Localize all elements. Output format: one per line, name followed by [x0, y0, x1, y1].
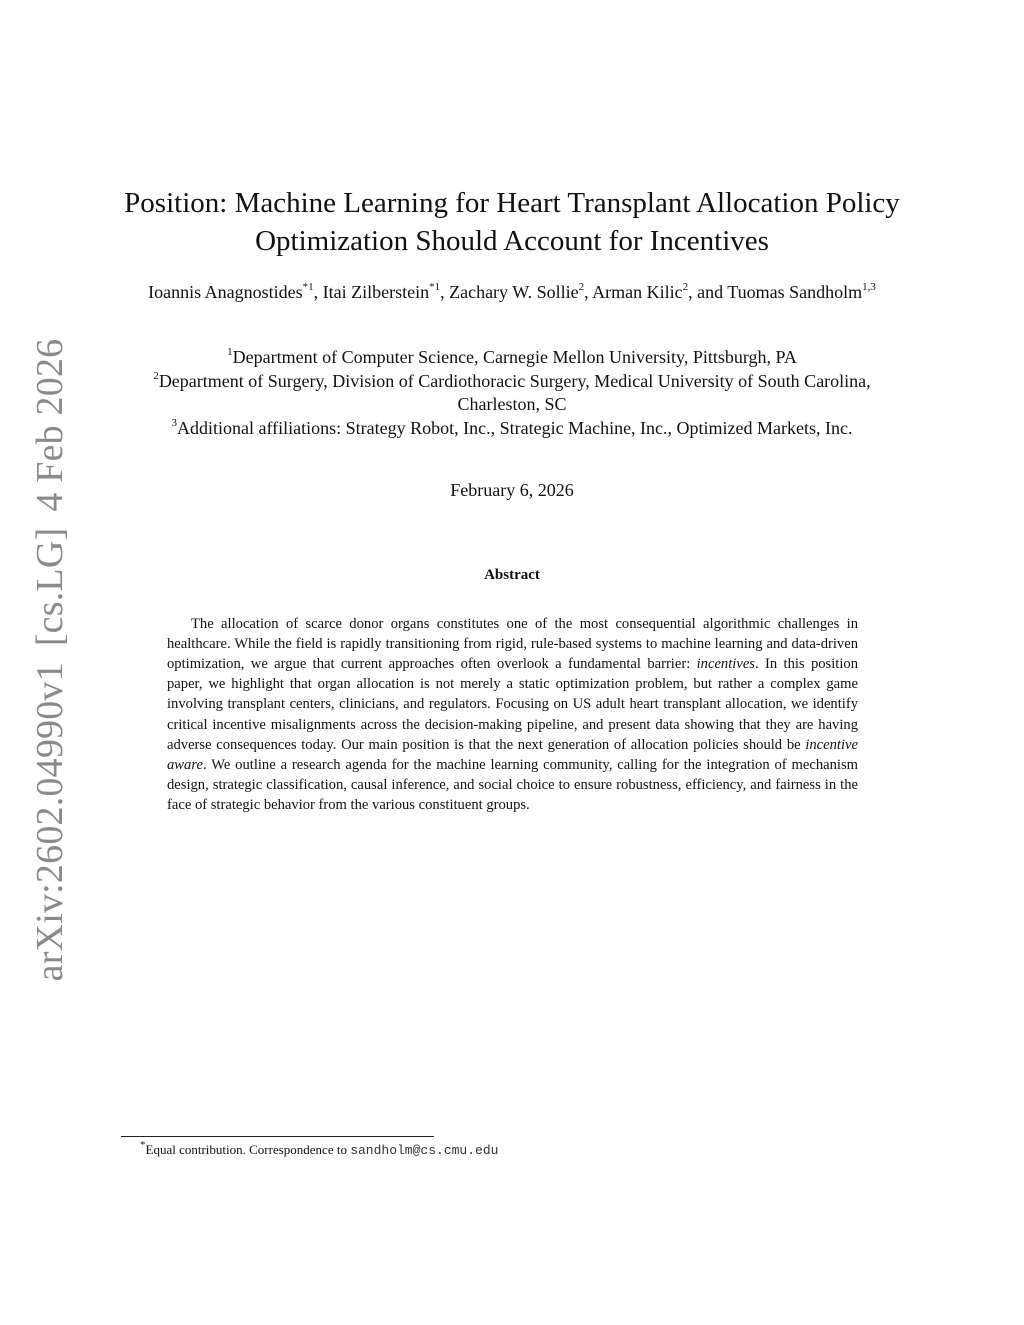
affiliation-list: [110, 346, 914, 440]
affiliation-text: Department of Surgery, Division of Cardiothoracic Surgery, Medical University of South Carolina, Charleston, SC: [158, 370, 871, 414]
author-name: Ioannis Anagnostides: [148, 282, 303, 302]
arxiv-id: arXiv:2602.04990v1: [29, 662, 71, 982]
footnote-divider: [121, 1136, 434, 1137]
abstract-body: [167, 614, 858, 816]
affiliation-number: 3: [171, 416, 177, 429]
author-name: Zachary W. Sollie: [449, 282, 579, 302]
footnote-text: Equal contribution. Correspondence to: [145, 1142, 351, 1157]
abstract-text: The allocation of scarce donor organs constitutes one of the most consequential algorithmic challenges in healthcare. While the field is rapidly transitioning from rigid, rule-based systems to machine learning and data-driven optimization, we argue that current approaches often overlook a fundamental barrier:: [167, 615, 858, 672]
author-marks: 2: [682, 281, 689, 293]
affiliation-number: 1: [227, 346, 233, 358]
author-list: [130, 281, 894, 303]
paper-date: February 6, 2026: [450, 480, 574, 500]
arxiv-stamp: [28, 339, 72, 982]
abstract-text: . We outline a research agenda for the machine learning community, calling for the integration of mechanism design, strategic classification, causal inference, and social choice to ensure robustness, efficiency, and fairness in the face of strategic behavior from the various constituent groups.: [167, 757, 858, 814]
affiliation-item: [110, 417, 914, 441]
arxiv-category: [cs.LG]: [29, 527, 71, 647]
author-separator: ,: [584, 282, 593, 302]
affiliation-number: 2: [153, 369, 159, 382]
affiliation-text: Additional affiliations: Strategy Robot, Inc., Strategic Machine, Inc., Optimized Markets, Inc.: [176, 417, 853, 438]
affiliation-item: [110, 370, 914, 417]
affiliation-item: [110, 346, 914, 370]
author-separator: , and: [688, 282, 728, 302]
affiliation-text: Department of Computer Science, Carnegie Mellon University, Pittsburgh, PA: [232, 347, 797, 367]
title-line-2: Optimization Should Account for Incentives: [255, 225, 769, 257]
author-marks: 2: [578, 281, 585, 293]
correspondence-email[interactable]: sandholm@cs.cmu.edu: [350, 1143, 499, 1158]
author-marks: *1: [302, 281, 314, 293]
author-name: Tuomas Sandholm: [727, 282, 863, 302]
author-separator: ,: [313, 282, 323, 302]
author-name: Arman Kilic: [592, 282, 683, 302]
footnote-mark: *: [140, 1138, 146, 1151]
author-separator: ,: [440, 282, 450, 302]
author-marks: *1: [429, 281, 441, 293]
paper-title: [100, 184, 924, 260]
title-line-1: Position: Machine Learning for Heart Transplant Allocation Policy: [124, 187, 900, 219]
abstract-text: . In this position paper, we highlight that organ allocation is not merely a static optimization problem, but rather a complex game involving transplant centers, clinicians, and regulators. Focusing on US adult heart transplant allocation, we identify critical incentive misalignments across the decision-making pipeline, and present data showing that they are having adverse consequences today. Our main position is that the next generation of allocation policies should be: [167, 656, 858, 753]
arxiv-date: 4 Feb 2026: [29, 338, 71, 512]
abstract-emphasis: incentive aware: [167, 736, 858, 774]
footnote: [140, 1138, 499, 1160]
author-marks: 1,3: [862, 281, 876, 293]
abstract-heading: Abstract: [484, 567, 540, 583]
abstract-emphasis: incentives: [696, 656, 755, 672]
author-name: Itai Zilberstein: [322, 282, 430, 302]
